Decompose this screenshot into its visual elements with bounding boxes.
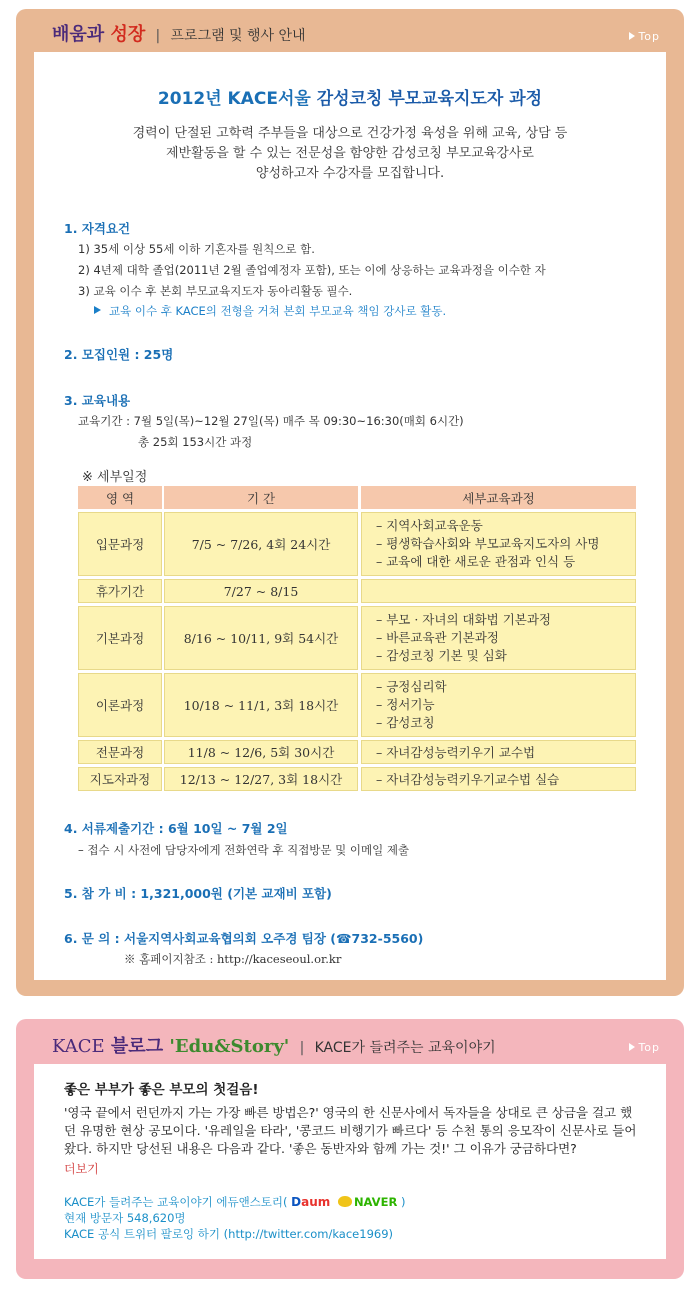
blog-headline[interactable]: 좋은 부부가 좋은 부모의 첫걸음! <box>64 1082 259 1098</box>
detail-item: – 감성코칭 기본 및 심화 <box>376 648 507 663</box>
program-panel <box>16 9 684 996</box>
table-cell-period: 11/8 ~ 12/6, 5회 30시간 <box>164 740 358 764</box>
blog-excerpt: '영국 끝에서 런던까지 가는 가장 빠른 방법은?' 영국의 한 신문사에서 독자들을 상대로 큰 상금을 걸고 했던 유명한 현상 공모이다. '유레일을 타라', '콩코드 비행기가 빠르다' 등 수천 통의 응모작이 신문사로 들어왔다. 하지만 당선된 내용은 다음과 같다. '좋은 동반자와 함께 가는 것!' 그 이유가 궁금하다면? <box>64 1105 637 1156</box>
program-content <box>34 52 666 980</box>
program-intro <box>34 124 666 184</box>
program-title-prefix: 2012년 KACE서울 <box>157 89 311 109</box>
table-cell-area: 입문과정 <box>78 512 162 576</box>
title-edu-story: 'Edu&Story' <box>169 1036 290 1057</box>
schedule-label: ※ 세부일정 <box>82 470 148 485</box>
top-link[interactable] <box>629 1041 660 1054</box>
blog-link-suffix: ) <box>400 1195 406 1209</box>
blog-links-line <box>64 1194 405 1210</box>
detail-item: – 교육에 대한 새로운 관점과 인식 등 <box>376 554 576 569</box>
section-contact-title: 6. 문 의 : 서울지역사회교육협의회 오주경 팀장 (☎732-5560) <box>64 931 424 946</box>
detail-item: – 지역사회교육운동 <box>376 518 483 533</box>
program-title-main: 감성코칭 부모교육지도자 과정 <box>316 89 543 109</box>
arrow-right-icon <box>629 1043 635 1051</box>
table-cell-details <box>361 767 636 791</box>
table-cell-details <box>361 512 636 576</box>
title-blog: 블로그 <box>110 1036 164 1057</box>
blog-subtitle: KACE가 들려주는 교육이야기 <box>314 1040 496 1056</box>
title-grow: 성장 <box>110 24 146 45</box>
panel-subtitle: 프로그램 및 행사 안내 <box>170 28 306 44</box>
arrow-right-icon <box>629 32 635 40</box>
twitter-link[interactable]: KACE 공식 트위터 팔로잉 하기 (http://twitter.com/kace1969) <box>64 1227 394 1241</box>
table-header-details: 세부교육과정 <box>361 486 636 509</box>
submission-note: – 접수 시 사전에 담당자에게 전화연락 후 직접방문 및 이메일 제출 <box>78 843 410 857</box>
blog-panel-header <box>16 1019 684 1061</box>
table-cell-details <box>361 673 636 737</box>
intro-line: 제반활동을 할 수 있는 전문성을 함양한 감성코칭 부모교육강사로 <box>166 146 534 161</box>
qualification-item: 1) 35세 이상 55세 이하 기혼자를 원칙으로 함. <box>78 242 315 256</box>
top-label: Top <box>638 1041 660 1054</box>
blog-panel-title <box>52 1032 496 1058</box>
table-cell-area: 전문과정 <box>78 740 162 764</box>
table-cell-area: 기본과정 <box>78 606 162 670</box>
detail-item: – 자녀감성능력키우기교수법 실습 <box>376 772 560 787</box>
section-recruit-title: 2. 모집인원 : 25명 <box>64 347 174 362</box>
education-period: 교육기간 : 7월 5일(목)~12월 27일(목) 매주 목 09:30~16:30(매회 6시간) <box>78 414 464 428</box>
intro-line: 경력이 단절된 고학력 주부들을 대상으로 건강가정 육성을 위해 교육, 상담 등 <box>132 126 568 141</box>
table-cell-details <box>361 579 636 603</box>
title-divider: | <box>155 28 161 44</box>
title-kace: KACE <box>52 1036 105 1057</box>
program-title <box>34 84 666 109</box>
table-cell-details <box>361 740 636 764</box>
program-panel-header <box>16 9 684 51</box>
table-header-period: 기 간 <box>164 486 358 509</box>
table-cell-period: 10/18 ~ 11/1, 3회 18시간 <box>164 673 358 737</box>
daum-logo-d: D <box>291 1195 302 1209</box>
qualification-item: 3) 교육 이수 후 본회 부모교육지도자 동아리활동 필수. <box>78 284 353 298</box>
blog-link-prefix: KACE가 들려주는 교육이야기 에듀앤스토리( <box>64 1195 288 1209</box>
daum-logo-rest: aum <box>301 1195 331 1209</box>
naver-logo[interactable]: NAVER <box>353 1195 398 1209</box>
table-cell-area: 휴가기간 <box>78 579 162 603</box>
table-cell-details <box>361 606 636 670</box>
blog-content <box>34 1064 666 1259</box>
visitor-count: 현재 방문자 548,620명 <box>64 1211 186 1225</box>
detail-item: – 부모 · 자녀의 대화법 기본과정 <box>376 612 551 627</box>
detail-item: – 정서기능 <box>376 697 435 712</box>
table-cell-period: 12/13 ~ 12/27, 3회 18시간 <box>164 767 358 791</box>
read-more-link[interactable]: 더보기 <box>64 1162 99 1176</box>
table-cell-period: 7/5 ~ 7/26, 4회 24시간 <box>164 512 358 576</box>
blog-panel <box>16 1019 684 1279</box>
bee-icon <box>338 1196 352 1207</box>
education-total: 총 25회 153시간 과정 <box>138 435 253 449</box>
title-learn: 배움과 <box>52 24 105 45</box>
table-cell-period: 7/27 ~ 8/15 <box>164 579 358 603</box>
triangle-bullet-icon <box>94 306 101 314</box>
section-fee-title: 5. 참 가 비 : 1,321,000원 (기본 교재비 포함) <box>64 886 332 901</box>
detail-item: – 평생학습사회와 부모교육지도자의 사명 <box>376 536 600 551</box>
top-link[interactable] <box>629 30 660 43</box>
homepage-note: ※ 홈페이지참조 : http://kaceseoul.or.kr <box>124 952 342 966</box>
detail-item: – 긍정심리학 <box>376 679 447 694</box>
table-cell-area: 이론과정 <box>78 673 162 737</box>
section-qualification-title: 1. 자격요건 <box>64 221 131 236</box>
qualification-item: 2) 4년제 대학 졸업(2011년 2월 졸업예정자 포함), 또는 이에 상응하는 교육과정을 이수한 자 <box>78 263 546 277</box>
title-divider: | <box>299 1040 305 1056</box>
detail-item: – 바른교육관 기본과정 <box>376 630 499 645</box>
panel-title <box>52 20 306 46</box>
table-cell-period: 8/16 ~ 10/11, 9회 54시간 <box>164 606 358 670</box>
qualification-note-text: 교육 이수 후 KACE의 전형을 거쳐 본회 부모교육 책임 강사로 활동. <box>109 304 447 318</box>
section-content-title: 3. 교육내용 <box>64 393 131 408</box>
top-label: Top <box>638 30 660 43</box>
intro-line: 양성하고자 수강자를 모집합니다. <box>255 166 445 181</box>
table-cell-area: 지도자과정 <box>78 767 162 791</box>
daum-logo[interactable] <box>291 1195 330 1209</box>
section-submission-title: 4. 서류제출기간 : 6월 10일 ~ 7월 2일 <box>64 821 288 836</box>
table-header-area: 영 역 <box>78 486 162 509</box>
qualification-note <box>94 303 446 319</box>
detail-item: – 자녀감성능력키우기 교수법 <box>376 745 536 760</box>
detail-item: – 감성코칭 <box>376 715 435 730</box>
